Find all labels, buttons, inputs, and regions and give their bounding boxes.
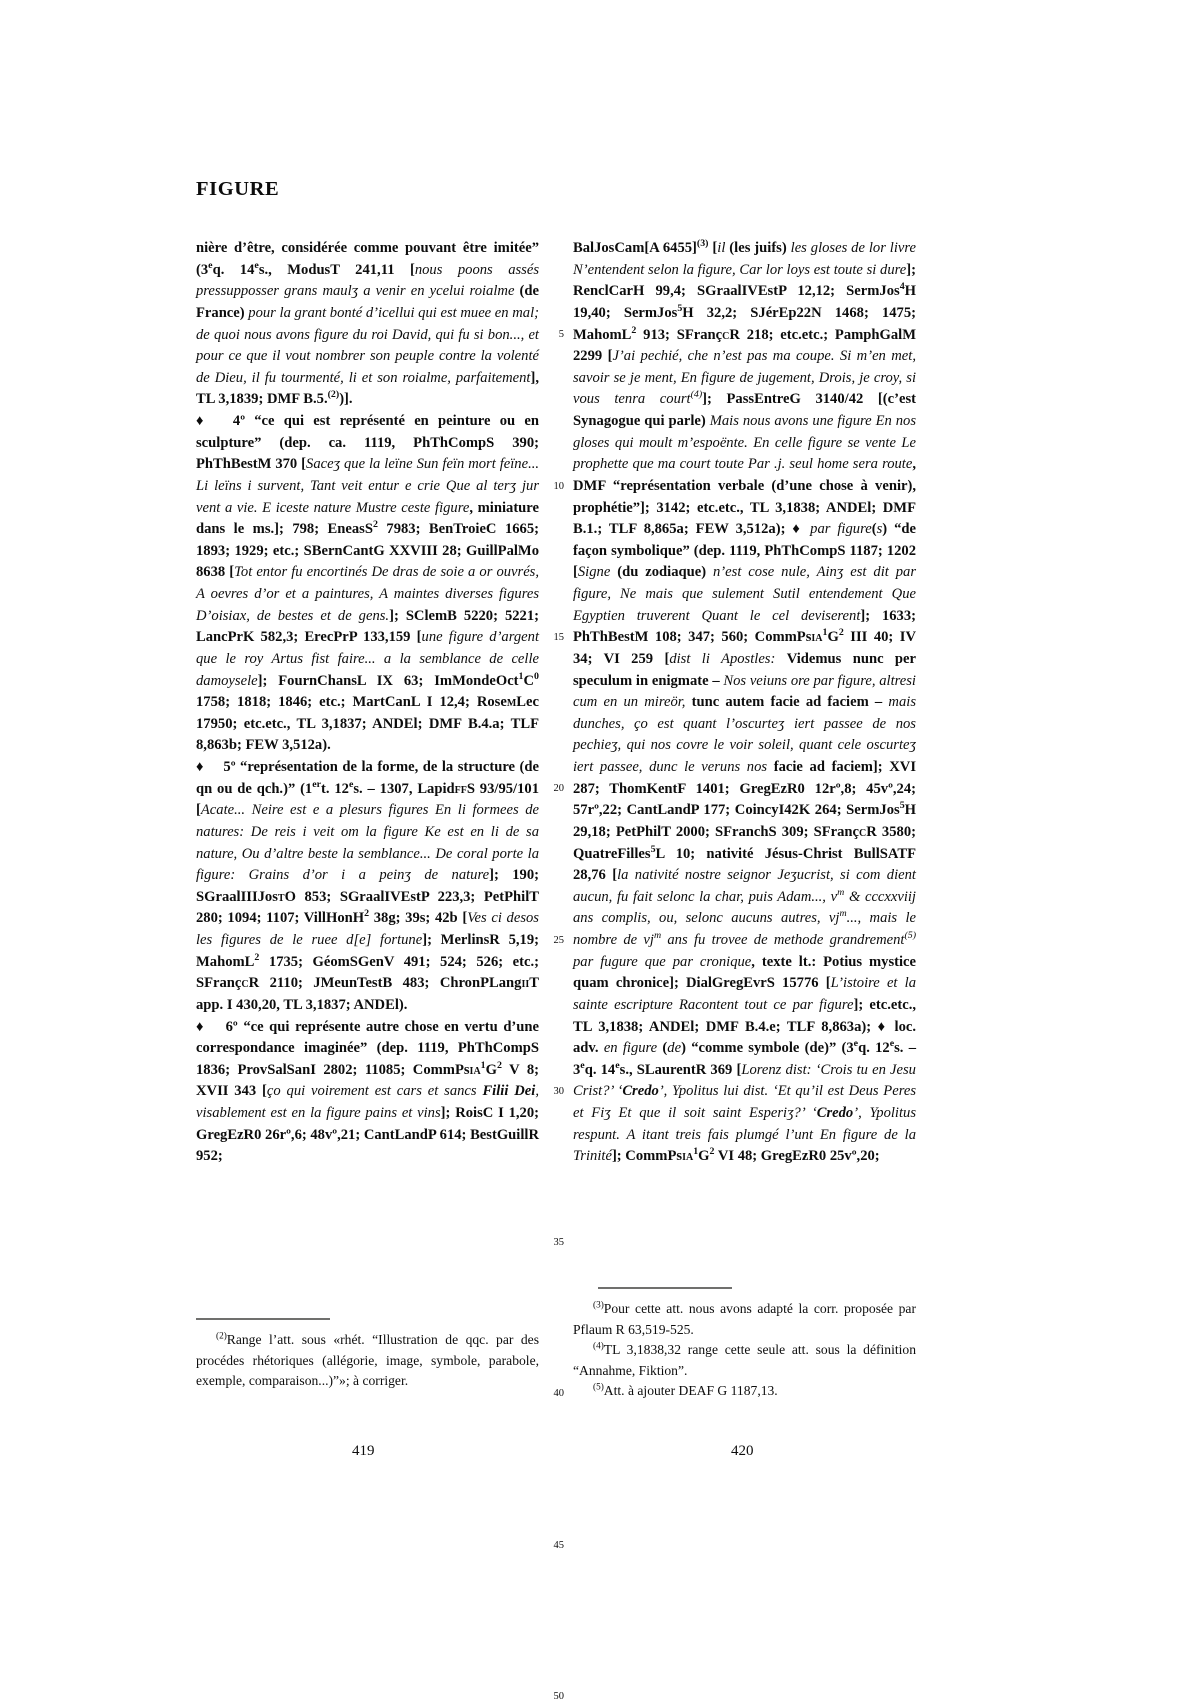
text-run: 1735; GéomSGenV 491; 524; 526; etc.; SFranç [196,953,539,992]
text-run: c [859,823,867,840]
text-run: par fugure que par cronique [573,953,752,970]
footnote-separator-right [598,1287,732,1289]
line-number: 15 [553,631,564,643]
text-run: t. 12 [321,780,349,797]
line-number: 50 [553,1690,564,1702]
text-run: G [698,1148,710,1165]
text-run: ço qui voirement est cars et sancs [266,1083,483,1100]
entry-paragraph [196,411,539,757]
text-run: ( [662,1040,668,1057]
text-run: ff [454,780,467,797]
text-run: nous poons assés pressupposser grans maulʒ a venir en ycelui roialme [196,261,540,300]
text-run: G [827,629,839,646]
text-run: (4) [690,389,703,401]
text-run: H 29,18; PetPhilT 2000; SFranchS 309; SFranç [573,802,916,840]
footnotes-right [573,1299,916,1402]
text-run: L 10; nativité Jésus-Christ BullSATF 28,76 [ [573,845,916,884]
text-run: q. 14 [212,261,255,278]
text-run: (5) [904,930,916,942]
text-run: 1 [693,1146,699,1158]
text-run: mais dunches, ço est quant l’oscurteʒ iert passee de nos pechieʒ, qui nos covre le voir soleil, quant cele oscurteʒ iert passee, dunc le veruns nos [573,694,916,775]
text-run: Nos veiuns ore par figure, altresi cum en un mireör, [573,672,916,711]
text-run: ) “comme symbole (de)” (3 [681,1040,854,1057]
footnote-marker: (4) [593,1340,604,1351]
line-number-gutter [538,238,564,1707]
text-run: 4 [899,281,905,293]
text-run: q. 12 [858,1040,890,1057]
text-run: ], TL 3,1839; DMF B.5. [196,369,539,408]
text-run: s [876,521,883,538]
text-run: ..., mais le nombre de vj [573,910,916,948]
text-run: Saceʒ que la leïne Sun feïn mort feïne... Li leïns i survent, Tant veit entur e crie Que al terʒ jur vent a vie. E iceste nature Mustre ceste figure [196,456,540,516]
text-column-right [573,238,916,1168]
text-run: H 32,2; SJérEp22N 1468; 1475; MahomL [573,304,916,343]
text-run: R 218; etc.etc.; PamphGalM 2299 [ [573,326,916,365]
text-run: J’ai pechié, che n’est pas ma coupe. Si m’en met, savoir se je ment, En figure de jugement, Drois, je croy, si vous tenra court [573,348,916,408]
text-run: 5 [650,843,656,855]
text-run: tunc autem facie ad faciem – [691,694,889,711]
text-run: Lec 17950; etc.etc., TL 3,1837; ANDEl; DMF B.4.a; TLF 8,863b; FEW 3,512a). [196,694,539,754]
footnote-text: Pour cette att. nous avons adapté la corr. proposée par Pflaum R 63,519-525. [573,1301,916,1337]
text-run: 2 [709,1146,715,1158]
text-run: m [653,930,662,942]
text-run: e [580,1059,585,1071]
text-run: , texte lt.: Potius mystice quam chronice]; DialGregEvrS 15776 [ [573,953,917,992]
text-run: ♦ 6º “ce qui représente autre chose en vertu d’une correspondance imaginée” (dep. 1119, PhThCompS 1836; ProvSalSanI 2802; 11085; CommPs [196,1018,539,1078]
text-run: pour la grant bonté d’icellui qui est muee en mal; de quoi nous avons figure du roi David, qui fu si bon..., et pour ce que il vout nombrer son peuple contre la volenté de Dieu, il fu tourmenté, li et son roialme, parfaitement [196,304,539,386]
text-run: m [839,908,847,920]
text-run: ]; FournChansL IX 63; ImMondeOct [257,672,519,689]
text-run: 7983; BenTroieC 1665; 1893; 1929; etc.; SBernCantG XXVIII 28; GuillPalMo 8638 [ [196,521,539,581]
text-run: 1758; 1818; 1846; etc.; MartCanL I 12,4; Rose [196,694,507,711]
text-run: L’istoire et la sainte escripture Racontent tout ce par figure [573,975,916,1013]
text-run: q. 14 [584,1061,616,1078]
text-run: n’est cose nule, Ainʒ est dit par figure, Ne mais que sulement Sutil entendement Que Egyptien truverent Quant le cel deviserent [573,564,917,624]
text-run: H 19,40; SermJos [573,283,916,321]
text-run: s., SLaurentR 369 [ [619,1061,742,1078]
text-run: 2 [372,519,378,531]
text-run: 1 [518,670,524,682]
text-run: 2 [631,324,637,336]
text-run: Credo [622,1083,659,1100]
text-run: 2 [254,951,260,963]
footnote [196,1330,539,1392]
text-run: R 2110; JMeunTestB 483; ChronPLang [248,975,522,992]
footnotes-left [196,1330,539,1392]
text-run: ]; 190; SGraalIIIJos [196,867,540,905]
text-run: ♦ 5º “représentation de la forme, de la structure (de qn ou de qch.)” (1 [196,759,539,797]
text-run: s. – 3 [573,1040,916,1078]
text-run: la nativité nostre seignor Jeʒucrist, si com dient aucun, fu fait selonc la char, puis Adam..., v [573,867,916,905]
footnote [573,1299,916,1340]
entry-paragraph [196,1017,539,1168]
text-run: 0 [534,670,539,682]
text-run: e [853,1038,859,1050]
text-run: 1 [480,1059,486,1071]
text-run: & cccxxviij ans complis, ou, selonc aucuns autres, vj [573,888,916,927]
text-run: Credo [816,1105,854,1121]
line-number: 40 [553,1388,564,1400]
text-run: e [254,259,259,271]
text-run: ]; PassEntreG 3140/42 [(c’est Synagogue qui parle) [573,391,916,429]
text-run: 1 [822,627,828,639]
text-run: dist li Apostles: [669,650,787,667]
text-run: Mais nous avons une figure En nos gloses qui moult m’espoënte. En celle figure se vente Le prophette que ma court toute Par .j. seul home sera route [573,413,917,473]
text-run: c [241,975,249,992]
text-run: m [837,886,845,898]
text-run: ia [811,629,823,646]
text-run: (du zodiaque) [617,564,713,581]
text-run: er [312,778,322,790]
line-number: 10 [553,480,564,492]
entry-paragraph [573,238,916,1168]
text-run: (les juifs) [729,240,791,256]
text-run: facie ad faciem]; XVI 287; ThomKentF 1401; GregEzR0 12rº,8; 45vº,24; 57rº,22; CantLandP 177; CoincyI42K 264; SermJos [573,759,917,819]
line-number: 30 [553,1085,564,1097]
folio-number-right: 420 [731,1443,754,1459]
text-run: e [615,1059,620,1071]
text-run: Filii Dei [482,1083,536,1100]
text-run: m [506,694,517,711]
text-run: 38g; 39s; 42b [ [369,910,468,927]
text-run: ♦ 4º “ce qui est représenté en peinture ou en sculpture” (dep. ca. 1119, PhThCompS 390; PhThBestM 370 [ [196,413,539,473]
text-run: ia [682,1148,694,1165]
text-run: (2) [327,389,340,401]
text-run: nière d’être, considérée comme pouvant être imitée” (3 [196,240,539,278]
footnote-text: Att. à ajouter DEAF G 1187,13. [603,1383,778,1399]
footnote-marker: (2) [216,1330,227,1341]
text-run: 2 [838,627,844,639]
text-run: S 93/95/101 [ [196,780,539,819]
footnote [573,1340,916,1381]
text-run: Videmus nunc per speculum in enigmate – [573,650,916,689]
text-run: Lorenz dist: ‘Crois tu en Jesu Crist?’ ‘ [573,1061,916,1100]
text-run: ]; etc.etc., TL 3,1838; ANDEl; DMF B.4.e; TLF 8,863a); ♦ loc. adv. [573,996,917,1057]
text-run: O 853; SGraalIVEstP 223,3; PetPhilT 280; 1094; 1107; VillHonH [196,888,539,927]
footnote-text: TL 3,1838,32 range cette seule att. sous la définition “Annahme, Fiktion”. [573,1342,916,1378]
text-run: de [667,1040,682,1057]
page-title: FIGURE [196,178,280,200]
entry-paragraph [196,757,539,1017]
text-run: C [523,672,535,689]
text-run: Tot entor fu encortinés De dras de soie a or ouvrés, A oevres d’or et a paintures, A maintes diverses figures D’oisiax, de bestes et de gens. [196,564,539,624]
text-run: , DMF “représentation verbale (d’une chose à venir), prophétie”]; 3142; etc.etc., TL 3,1838; ANDEl; DMF B.1.; TLF 8,865a; FEW 3,512a); ♦ [573,456,916,538]
text-run: Ves ci desos les figures de le ruee d[e] fortune [196,910,539,948]
text-run: , visablement est en la figure pains et vins [196,1083,539,1121]
text-run: en figure [603,1040,663,1057]
text-column-left [196,238,539,1168]
text-run: ’, Ypolitus respunt. A itant treis fais plumgé l’unt En figure de la Trinité [573,1105,917,1165]
text-run: )]. [339,391,353,408]
footnote-marker: (3) [593,1299,604,1310]
text-run: t [277,888,285,905]
line-number: 35 [553,1237,564,1249]
footnote [573,1381,916,1402]
line-number: 20 [553,783,564,795]
text-run: BalJosCam[A 6455] [573,240,697,256]
footnote-marker: (5) [593,1381,604,1392]
text-run: une figure d’argent que le roy Artus fist faire... a la semblance de celle damoysele [196,629,539,689]
text-run: ]; 1633; PhThBestM 108; 347; 560; CommPs [573,607,916,646]
text-run: VI 48; GregEzR0 25vº,20; [714,1148,880,1165]
text-run: par figure [810,521,872,538]
text-run: les gloses de lor livre N’entendent selon la figure, Car lor loys est toute si dure [573,240,917,278]
line-number: 25 [553,934,564,946]
text-run: (3) [696,238,709,250]
text-run: V 8; XVII 343 [ [196,1061,539,1100]
text-run: s., ModusT 241,11 [ [258,261,415,278]
footnote-text: Range l’att. sous «rhét. “Illustration de qqc. par des procédes rhétoriques (allégorie, image, symbole, parabole, exemple, comparaison...)”»; à corriger. [196,1332,539,1389]
text-run: , miniature dans le ms.]; 798; EneasS [196,499,539,538]
text-run: G [485,1061,497,1078]
line-number: 45 [553,1539,564,1551]
text-run: 5 [677,303,683,315]
text-run: e [208,259,213,271]
text-run: ]; RoisC I 1,20; GregEzR0 26rº,6; 48vº,21; CantLandP 614; BestGuillR 952; [196,1105,539,1165]
text-run: [ [708,240,718,256]
text-run: 913; SFranç [636,326,723,343]
text-run: e [348,778,354,790]
text-run: ans fu trovee de methode grandrement [661,932,905,948]
folio-number-left: 419 [352,1443,375,1459]
text-run: ]; SClemB 5220; 5221; LancPrK 582,3; ErecPrP 133,159 [ [196,607,540,646]
text-run: ’, Ypolitus lui dist. ‘Et qu’il est Deus Peres et Fiʒ Et que il soit saint Esperiʒ?’ ‘ [573,1083,916,1121]
footnote-separator-left [196,1318,330,1320]
text-run: c [722,326,730,343]
text-run: ]; MerlinsR 5,19; MahomL [196,932,539,970]
text-run: ]; RenclCarH 99,4; SGraalIVEstP 12,12; SermJos [573,261,916,300]
text-run: Signe [577,564,618,581]
text-run: III 40; IV 34; VI 259 [ [573,629,917,667]
text-run: ]; CommPs [611,1148,683,1165]
text-run: 2 [496,1059,502,1071]
text-run: s. – 1307, Lapid [353,780,455,797]
text-run: ) “de façon symbolique” (dep. 1119, PhThCompS 1187; 1202 [ [573,521,916,581]
text-run: e [889,1038,895,1050]
text-run: 2 [364,908,370,920]
text-run: (de France) [196,283,539,321]
text-run: ii [521,975,530,992]
text-run: ia [469,1061,481,1078]
text-run: il [717,240,730,256]
text-run: 5 [899,800,905,812]
text-run: ( [871,521,877,538]
text-run: Acate... Neire est e a plesurs figures En li formees de natures: De reis i veit om la figure Ke est en li de sa nature, Ou d’altre beste la semblance... De coral porte la figure: Grains d’or i a peinʒ de nature [196,802,539,884]
text-run: T app. I 430,20, TL 3,1837; ANDEl). [196,975,539,1013]
text-run: R 3580; QuatreFilles [573,823,916,862]
line-number: 5 [558,329,564,341]
entry-paragraph [196,238,539,411]
